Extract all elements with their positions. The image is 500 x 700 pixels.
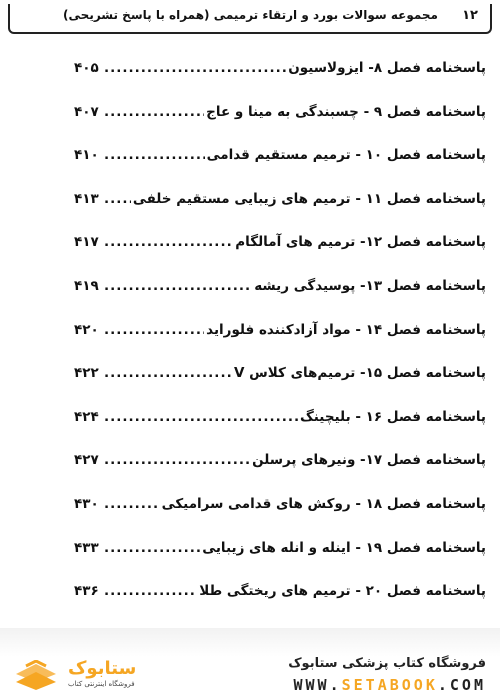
- toc-chapter-label: پاسخنامه فصل ۱۷- ونیرهای پرسلن: [252, 452, 486, 469]
- toc-chapter-label: پاسخنامه فصل ۱۱ - ترمیم های زیبایی مستقیم خلفی: [132, 190, 486, 207]
- toc-chapter-label: پاسخنامه فصل ۱۹ - اینله و انله های زیبایی: [202, 539, 486, 556]
- toc-page-number: ۴۳۰: [74, 495, 99, 512]
- book-title: مجموعه سوالات بورد و ارتقاء ترمیمی (همراه با پاسخ تشریحی): [63, 8, 438, 22]
- table-of-contents: [74, 60, 486, 670]
- leader-dots: [104, 60, 286, 76]
- store-logo[interactable]: [12, 658, 152, 692]
- logo-subtitle: فروشگاه اینترنتی کتاب: [68, 680, 135, 688]
- page-header: [8, 4, 492, 34]
- toc-page-number: ۴۱۷: [74, 234, 99, 251]
- toc-page-number: ۴۲۴: [74, 408, 99, 425]
- toc-page-number: ۴۳۳: [74, 539, 99, 556]
- toc-row: [74, 583, 486, 627]
- leader-dots: [104, 322, 204, 338]
- leader-dots: [104, 583, 197, 599]
- toc-page-number: ۴۰۷: [74, 103, 99, 120]
- toc-row: [74, 365, 486, 409]
- toc-chapter-label: پاسخنامه فصل ۱۸ - روکش های قدامی سرامیکی: [161, 495, 486, 512]
- toc-chapter-label: پاسخنامه فصل ۹ - چسبندگی به مینا و عاج: [206, 103, 486, 120]
- toc-page-number: ۴۲۰: [74, 321, 99, 338]
- shop-name: فروشگاه کتاب پزشکی ستابوک: [288, 656, 486, 671]
- leader-dots: [104, 409, 298, 425]
- toc-page-number: ۴۰۵: [74, 60, 99, 76]
- toc-row: [74, 234, 486, 278]
- leader-dots: [104, 278, 252, 294]
- toc-row: [74, 104, 486, 148]
- leader-dots: [104, 496, 160, 512]
- leader-dots: [104, 452, 250, 468]
- leader-dots: [104, 104, 204, 120]
- toc-row: [74, 322, 486, 366]
- url-suffix: .COM: [437, 676, 486, 694]
- toc-row: [74, 452, 486, 496]
- page-number: ۱۲: [462, 8, 478, 23]
- leader-dots: [104, 234, 233, 250]
- leader-dots: [104, 191, 131, 207]
- leader-dots: [104, 147, 205, 163]
- url-prefix: WWW.: [293, 676, 342, 694]
- toc-chapter-label: پاسخنامه فصل ۲۰ - ترمیم های ریختگی طلا: [199, 583, 486, 600]
- toc-chapter-label: پاسخنامه فصل ۱۰ - ترمیم مستقیم قدامی: [206, 147, 486, 164]
- toc-row: [74, 496, 486, 540]
- toc-row: [74, 60, 486, 104]
- toc-row: [74, 540, 486, 584]
- toc-page-number: ۴۲۷: [74, 452, 99, 469]
- toc-chapter-label: پاسخنامه فصل ۱۲- ترمیم های آمالگام: [235, 234, 486, 251]
- leader-dots: [104, 365, 232, 381]
- book-stack-icon: [12, 660, 60, 690]
- toc-chapter-label: پاسخنامه فصل ۱۵- ترمیم‌های کلاس V: [234, 365, 486, 382]
- toc-row: [74, 278, 486, 322]
- store-footer: [0, 628, 500, 700]
- toc-row: [74, 191, 486, 235]
- shop-url-link[interactable]: [294, 676, 487, 694]
- toc-chapter-label: پاسخنامه فصل ۱۳- پوسیدگی ریشه: [254, 277, 486, 294]
- toc-page-number: ۴۳۶: [74, 583, 99, 600]
- leader-dots: [104, 540, 200, 556]
- toc-chapter-label: پاسخنامه فصل ۱۶ - بلیچینگ: [299, 408, 486, 425]
- toc-chapter-label: پاسخنامه فصل ۱۴ - مواد آزادکننده فلوراید: [206, 321, 486, 338]
- toc-page-number: ۴۱۰: [74, 147, 99, 164]
- toc-page-number: ۴۱۹: [74, 277, 99, 294]
- toc-page-number: ۴۱۳: [74, 190, 99, 207]
- url-brand: SETABOOK: [341, 676, 438, 694]
- toc-page-number: ۴۲۲: [74, 365, 99, 382]
- toc-chapter-label: پاسخنامه فصل ۸- ایزولاسیون: [288, 60, 486, 76]
- logo-wordmark: ستابوک: [68, 658, 137, 679]
- toc-row: [74, 409, 486, 453]
- toc-row: [74, 147, 486, 191]
